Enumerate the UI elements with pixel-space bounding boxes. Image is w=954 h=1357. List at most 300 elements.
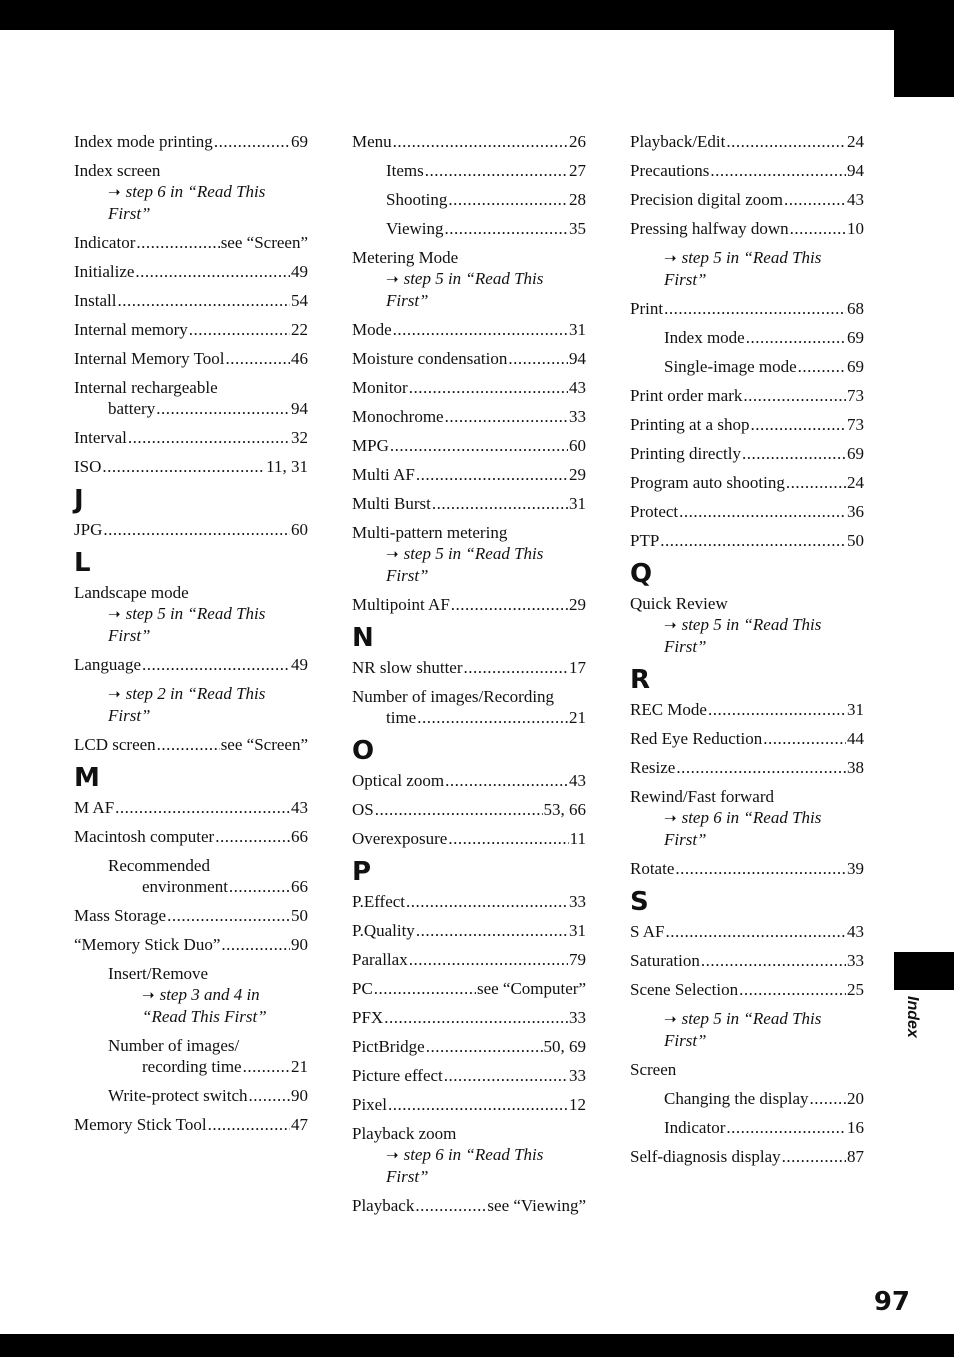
entry-row [352,348,586,369]
index-entry [74,160,308,224]
entry-row [74,261,308,282]
entry-label: Moisture condensation [352,349,508,368]
leader-dots [508,348,568,369]
entry-label: Red Eye Reduction [630,729,763,748]
entry-label: Pixel [352,1095,387,1114]
entry-label: M AF [74,798,115,817]
index-entry [352,131,586,152]
index-entry [352,1195,586,1216]
index-entry [352,594,586,615]
entry-row [630,950,864,971]
page-ref: 49 [291,655,308,674]
entry-row [352,1065,586,1086]
entry-label: Number of images/ [108,1036,240,1055]
index-entry [74,934,308,955]
entry-row [630,699,864,720]
side-tab-label: Index [904,996,921,1038]
leader-dots [249,1085,290,1106]
index-entry [74,377,308,419]
cross-reference-text: step 2 in “Read This First” [108,684,266,725]
entry-row [352,1036,586,1057]
index-entry [352,1123,586,1187]
arrow-right-icon: ➝ [142,986,155,1004]
entry-label: Multi Burst [352,494,431,513]
page-ref: 90 [291,935,308,954]
entry-row [630,385,864,406]
leader-dots [189,319,290,340]
page-ref: see “Screen” [220,735,308,754]
entry-row [630,218,864,239]
entry-row [74,232,308,253]
entry-label: Internal rechargeable [74,378,218,397]
entry-label: Saturation [630,951,700,970]
leader-dots [763,728,846,749]
leader-dots [390,435,568,456]
entry-label-continued: environment [142,877,228,896]
entry-row [74,456,308,477]
leader-dots [375,799,543,820]
cross-reference-text: step 5 in “Read This First” [664,1009,822,1050]
page-ref: 69 [847,357,864,376]
page-ref: 17 [569,658,586,677]
cross-reference [74,683,308,726]
page-ref: 33 [569,1066,586,1085]
page-ref: 28 [569,190,586,209]
page-ref: 22 [291,320,308,339]
arrow-right-icon: ➝ [386,1146,399,1164]
entry-label: Scene Selection [630,980,739,999]
index-entry [74,348,308,369]
entry-label: Viewing [386,219,444,238]
index-entry [630,921,864,942]
entry-label: Indicator [74,233,136,252]
section-letter: L [74,548,91,578]
index-entry [352,522,586,586]
entry-row [664,327,864,348]
index-entry [352,1065,586,1086]
index-entry [352,464,586,485]
leader-dots [701,950,846,971]
index-entry [630,298,864,319]
entry-row [74,398,308,419]
cross-reference-text: step 6 in “Read This First” [108,182,266,223]
entry-label: Mode [352,320,392,339]
page-ref: 24 [847,473,864,492]
leader-dots [790,218,846,239]
leader-dots [451,594,568,615]
entry-label: Monochrome [352,407,444,426]
section-letter: S [630,887,649,917]
entry-label: Internal memory [74,320,188,339]
entry-label: Write-protect switch [108,1086,248,1105]
entry-row [386,189,586,210]
cross-reference-text: step 5 in “Read This First” [664,615,822,656]
index-entry [630,728,864,749]
entry-label: MPG [352,436,389,455]
entry-label: Precision digital zoom [630,190,783,209]
cross-reference [630,807,864,850]
index-side-tab [894,952,954,990]
leader-dots [115,797,290,818]
cross-reference [630,247,864,290]
index-entry [630,131,864,152]
leader-dots [445,406,568,427]
index-entry [630,160,864,181]
page-ref: 69 [847,444,864,463]
index-entry [74,261,308,282]
entry-row [74,1114,308,1135]
leader-dots [666,921,847,942]
entry-row [352,594,586,615]
index-entry [352,1036,586,1057]
section-letter: P [352,857,372,887]
leader-dots [393,319,568,340]
entry-label: Macintosh computer [74,827,215,846]
page-ref: 16 [847,1118,864,1137]
leader-dots [782,1146,846,1167]
arrow-right-icon: ➝ [664,249,677,267]
index-entry [352,799,586,820]
leader-dots [416,920,568,941]
entry-label: PFX [352,1008,384,1027]
entry-row [630,1146,864,1167]
entry-label: OS [352,800,374,819]
entry-label: Menu [352,132,392,151]
entry-row [352,920,586,941]
entry-label: REC Mode [630,700,707,719]
entry-label-continued: time [386,708,417,727]
cross-reference-text: step 5 in “Read This First” [108,604,266,645]
entry-row [108,876,308,897]
index-entry [352,319,586,340]
entry-label: JPG [74,520,103,539]
entry-label: Picture effect [352,1066,443,1085]
page-ref: 10 [847,219,864,238]
index-subentry [74,1085,308,1106]
cross-reference [352,1144,586,1187]
leader-dots [464,657,569,678]
index-entry [352,920,586,941]
arrow-right-icon: ➝ [108,605,121,623]
entry-label: Print order mark [630,386,743,405]
index-entry [630,699,864,720]
leader-dots [448,828,568,849]
leader-dots [742,443,846,464]
page-ref: 26 [569,132,586,151]
index-entry [630,979,864,1000]
index-entry [352,493,586,514]
page-ref: 29 [569,595,586,614]
leader-dots [432,493,568,514]
entry-row [352,377,586,398]
index-entry [74,131,308,152]
entry-row [630,443,864,464]
index-entry [74,1114,308,1135]
entry-row [352,319,586,340]
page-ref: 69 [847,328,864,347]
entry-label: Playback zoom [352,1124,457,1143]
index-subentry [352,189,586,210]
page-ref: 68 [847,299,864,318]
entry-row [352,707,586,728]
leader-dots [103,519,290,540]
entry-row [352,978,586,999]
cross-reference-entry [74,683,308,726]
page-ref: 60 [569,436,586,455]
entry-label: Multi AF [352,465,415,484]
index-entry [630,858,864,879]
index-subentry [74,963,308,1027]
page-ref: 33 [847,951,864,970]
page-ref: 47 [291,1115,308,1134]
page-ref: see “Viewing” [487,1196,586,1215]
arrow-right-icon: ➝ [664,616,677,634]
index-entry [352,247,586,311]
entry-row [74,934,308,955]
leader-dots [739,979,846,1000]
arrow-right-icon: ➝ [664,809,677,827]
index-subentry [630,327,864,348]
bottom-bar [0,1334,954,1357]
entry-label: Self-diagnosis display [630,1147,781,1166]
entry-row [74,826,308,847]
leader-dots [136,232,219,253]
cross-reference [108,984,308,1027]
arrow-right-icon: ➝ [664,1010,677,1028]
leader-dots [406,891,568,912]
leader-dots [415,1195,486,1216]
entry-row [108,1085,308,1106]
page-ref: 33 [569,1008,586,1027]
entry-row [74,427,308,448]
page-ref: 73 [847,386,864,405]
entry-row [630,131,864,152]
index-entry [74,519,308,540]
entry-label: NR slow shutter [352,658,463,677]
leader-dots [675,858,846,879]
leader-dots [425,160,568,181]
page-ref: 54 [291,291,308,310]
entry-row [74,290,308,311]
cross-reference-text: step 3 and 4 in “Read This First” [142,985,267,1026]
page-ref: 53, 66 [543,800,586,819]
entry-label-continued: recording time [142,1057,242,1076]
index-column-2 [352,131,586,1224]
index-entry [74,456,308,477]
cross-reference [74,603,308,646]
section-letter: Q [630,559,653,589]
section-letter: M [74,763,100,793]
cross-reference [630,1008,864,1051]
entry-label: Overexposure [352,829,448,848]
entry-label: Single-image mode [664,357,797,376]
index-entry [630,1146,864,1167]
page-number: 97 [873,1287,910,1317]
leader-dots [156,398,290,419]
entry-row [352,464,586,485]
entry-label: Multipoint AF [352,595,450,614]
entry-label: Rotate [630,859,675,878]
leader-dots [726,1117,846,1138]
page-ref: 90 [291,1086,308,1105]
page-ref: 43 [291,798,308,817]
page-ref: 36 [847,502,864,521]
arrow-right-icon: ➝ [386,270,399,288]
entry-label: Internal Memory Tool [74,349,225,368]
page-ref: 60 [291,520,308,539]
entry-label: PTP [630,531,660,550]
entry-label: Number of images/Recording [352,687,555,706]
page-ref: see “Screen” [220,233,308,252]
cross-reference-text: step 5 in “Read This First” [386,269,544,310]
entry-label: Screen [630,1060,677,1079]
page-ref: 49 [291,262,308,281]
entry-row [352,657,586,678]
index-entry [352,377,586,398]
leader-dots [444,1065,568,1086]
section-letter: J [74,485,84,515]
entry-row [630,189,864,210]
index-entry [74,232,308,253]
leader-dots [445,218,568,239]
page-ref: 31 [847,700,864,719]
leader-dots [726,131,846,152]
leader-dots [384,1007,568,1028]
entry-label: Protect [630,502,679,521]
entry-row [74,734,308,755]
entry-label: Items [386,161,424,180]
index-entry [74,905,308,926]
entry-row [352,891,586,912]
leader-dots [409,377,568,398]
index-entry [630,950,864,971]
entry-row [664,1117,864,1138]
cross-reference [352,543,586,586]
entry-row [74,348,308,369]
leader-dots [417,707,568,728]
page-ref: 94 [291,399,308,418]
entry-row [352,949,586,970]
index-entry [352,770,586,791]
entry-label: Language [74,655,142,674]
index-subentry [630,356,864,377]
leader-dots [660,530,846,551]
index-entry [74,427,308,448]
entry-label: Index mode [664,328,745,347]
entry-row [630,501,864,522]
index-entry [352,406,586,427]
entry-label: Interval [74,428,127,447]
entry-row [352,799,586,820]
entry-label: Install [74,291,117,310]
leader-dots [710,160,846,181]
leader-dots [409,949,568,970]
entry-row [630,979,864,1000]
section-letter: R [630,665,651,695]
page-ref: 21 [291,1057,308,1076]
entry-label: PC [352,979,373,998]
entry-row [352,1195,586,1216]
leader-dots [215,826,290,847]
leader-dots [426,1036,543,1057]
page-ref: 69 [291,132,308,151]
index-entry [630,786,864,850]
entry-row [664,356,864,377]
page-ref: 94 [847,161,864,180]
entry-label: Printing at a shop [630,415,750,434]
page-ref: 79 [569,950,586,969]
index-entry [352,949,586,970]
cross-reference [352,268,586,311]
leader-dots [226,348,290,369]
index-entry [74,582,308,646]
entry-label: Playback [352,1196,415,1215]
entry-row [352,435,586,456]
index-entry [74,290,308,311]
index-entry [630,1059,864,1080]
cross-reference-entry [630,247,864,290]
leader-dots [416,464,568,485]
page-ref: 43 [569,771,586,790]
top-bar [0,0,954,30]
leader-dots [445,770,568,791]
cross-reference-text: step 5 in “Read This First” [386,544,544,585]
entry-label: Initialize [74,262,135,281]
leader-dots [157,734,220,755]
leader-dots [448,189,568,210]
entry-label: Indicator [664,1118,726,1137]
page-ref: 35 [569,219,586,238]
leader-dots [746,327,846,348]
entry-row [664,1088,864,1109]
page-ref: 33 [569,407,586,426]
index-entry [630,757,864,778]
page-ref: 31 [569,494,586,513]
arrow-right-icon: ➝ [386,545,399,563]
page-ref: 11 [569,829,586,848]
entry-row [630,728,864,749]
leader-dots [786,472,846,493]
entry-label: Quick Review [630,594,728,613]
entry-label: Memory Stick Tool [74,1115,207,1134]
section-letter: O [352,736,375,766]
entry-label: P.Effect [352,892,406,911]
index-entry [352,348,586,369]
entry-row [630,530,864,551]
entry-label: Monitor [352,378,408,397]
leader-dots [374,978,476,999]
index-entry [630,443,864,464]
page-ref: 27 [569,161,586,180]
entry-row [352,493,586,514]
entry-label: “Memory Stick Duo” [74,935,221,954]
entry-label: S AF [630,922,665,941]
entry-label: Program auto shooting [630,473,785,492]
page-ref: 38 [847,758,864,777]
leader-dots [393,131,568,152]
index-entry [74,319,308,340]
entry-label: LCD screen [74,735,156,754]
index-column-1 [74,131,308,1143]
entry-label: Recommended [108,856,210,875]
entry-label: Metering Mode [352,248,459,267]
entry-label: Shooting [386,190,448,209]
leader-dots [388,1094,568,1115]
page-ref: 73 [847,415,864,434]
index-entry [352,1007,586,1028]
index-subentry [352,160,586,181]
index-entry [630,501,864,522]
